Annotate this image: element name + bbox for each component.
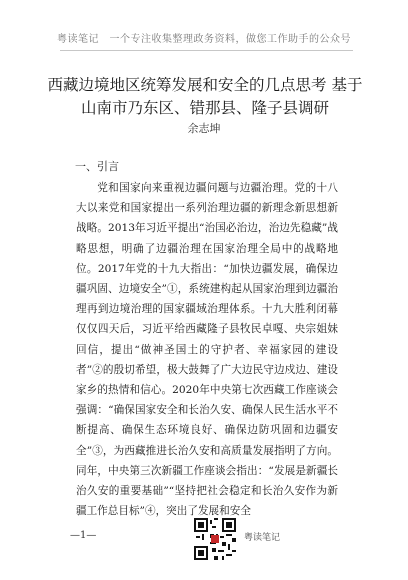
section-heading: 一、引言 (75, 160, 119, 173)
body-text-block (76, 178, 338, 521)
author-name: 余志坤 (187, 122, 221, 135)
document-title: 西藏边境地区统筹发展和安全的几点思考 基于山南市乃东区、错那县、隆子县调研 (47, 76, 363, 117)
page-number: —1— (70, 530, 97, 541)
header-divider (60, 50, 353, 51)
qr-code-icon (194, 518, 236, 560)
body-paragraph: 党和国家向来重视边疆问题与边疆治理。党的十八大以来党和国家提出一系列治理边疆的新理念新思想新战略。2013年习近平提出“治国必治边，治边先稳藏”战略思想，明确了边疆治理在国家治理全局中的战略地位。2017年党的十九大指出：“加快边疆发展，确保边疆巩固、边境安全”①，系统建构起从国家治理到边疆治理再到边境治理的国家疆域治理体系。十九大胜利闭幕仅仅四天后，习近平给西藏隆子县牧民卓嘎、央宗姐妹回信，提出“做神圣国土的守护者、幸福家园的建设者”②的殷切希望，极大鼓舞了广大边民守边戍边、建设家乡的热情和信心。2020年中央第七次西藏工作座谈会强调：“确保国家安全和长治久安、确保人民生活水平不断提高、确保生态环境良好、确保边防巩固和边疆安全”③，为西藏推进长治久安和高质量发展指明了方向。同年，中央第三次新疆工作座谈会指出：“发展是新疆长治久安的重要基础”“坚持把社会稳定和长治久安作为新疆工作总目标”④，突出了发展和安全 (76, 182, 338, 518)
page-header: 粤读笔记 一个专注收集整理政务资料，做您工作助手的公众号 (57, 34, 351, 45)
qr-caption: 粤读笔记 (244, 533, 281, 543)
